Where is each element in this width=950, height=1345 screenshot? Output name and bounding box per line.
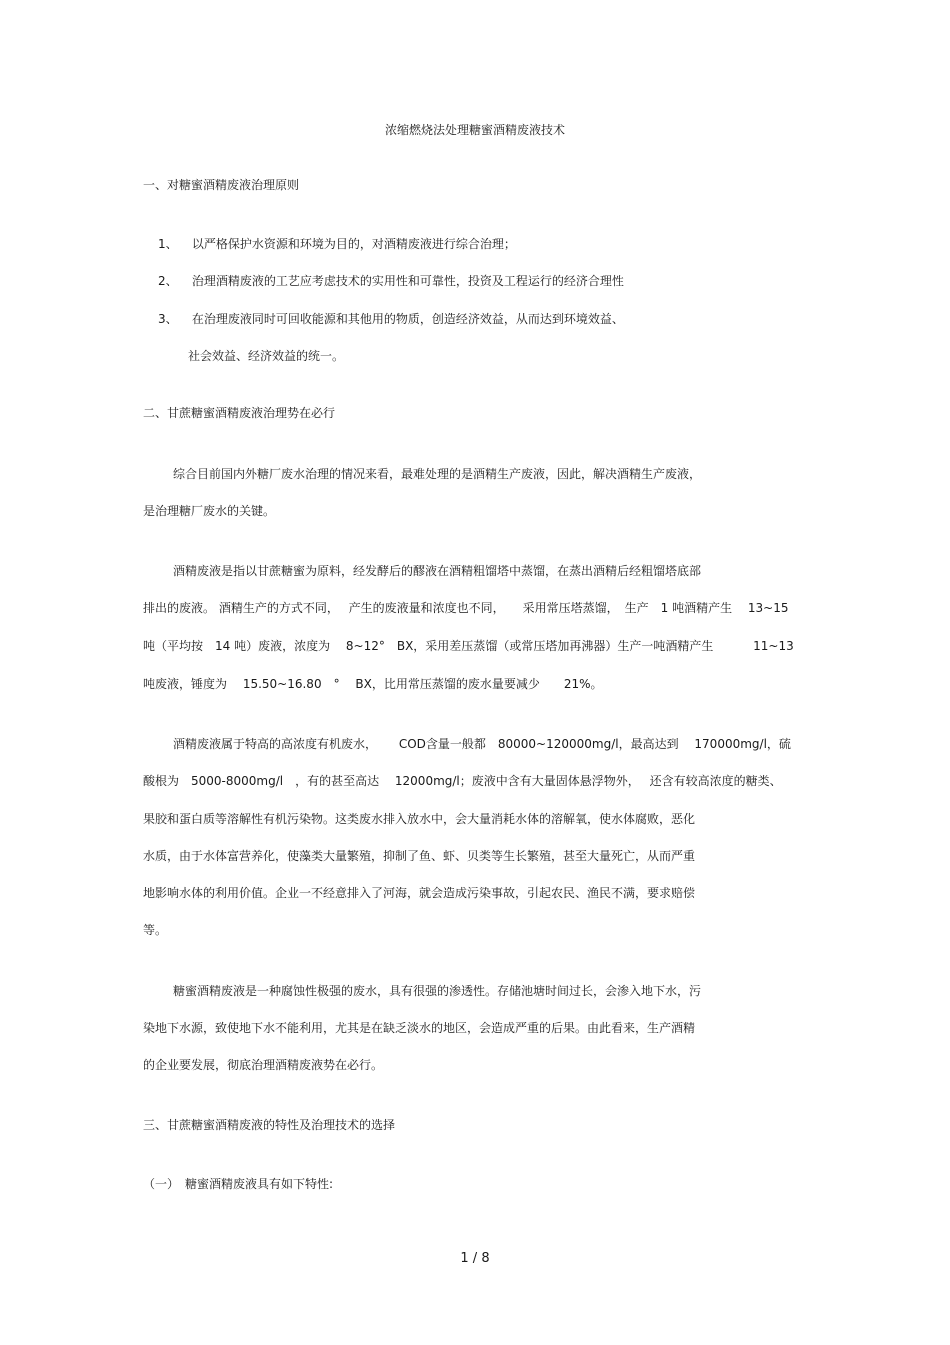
page-number: 1 / 8 (460, 1251, 490, 1266)
list-item-text: 治理酒精废液的工艺应考虑技术的实用性和可靠性，投资及工程运行的经济合理性 (191, 274, 624, 288)
paragraph-line: 酒精废液属于特高的高浓度有机废水， COD含量一般都 80000~120000mg/l，最高达到 170000mg/l，硫 (173, 737, 791, 751)
list-item (158, 236, 516, 252)
document-title: 浓缩燃烧法处理糖蜜酒精废液技术 (384, 123, 565, 137)
list-item-text: 在治理废液同时可回收能源和其他用的物质，创造经济效益，从而达到环境效益、 (191, 312, 624, 326)
section-2-heading: 二、甘蔗糖蜜酒精废液治理势在必行 (143, 406, 336, 420)
paragraph-line: 排出的废液。 酒精生产的方式不同， 产生的废液量和浓度也不同， 采用常压塔蒸馏， 生产 1 吨酒精产生 13~15 (143, 601, 789, 615)
paragraph-line: 是治理糖厂废水的关键。 (143, 504, 276, 518)
paragraph-line: 糖蜜酒精废液是一种腐蚀性极强的废水，具有很强的渗透性。存储池塘时间过长，会渗入地下水，污 (173, 984, 702, 998)
paragraph-line: 综合目前国内外糖厂废水治理的情况来看，最难处理的是酒精生产废液，因此，解决酒精生产废液， (173, 467, 702, 481)
paragraph-line: 的企业要发展，彻底治理酒精废液势在必行。 (143, 1058, 384, 1072)
paragraph-line: 等。 (143, 923, 168, 937)
paragraph-line: 地影响水体的利用价值。企业一不经意排入了河海，就会造成污染事故，引起农民、渔民不满，要求赔偿 (143, 886, 696, 900)
list-item (158, 311, 624, 327)
paragraph-line: 吨（平均按 14 吨）废液，浓度为 8~12° BX，采用差压蒸馏（或常压塔加再沸器）生产一吨酒精产生 11~13 (143, 639, 794, 653)
paragraph-line: 染地下水源，致使地下水不能利用，尤其是在缺乏淡水的地区，会造成严重的后果。由此看来，生产酒精 (143, 1021, 696, 1035)
list-item-number: 3、 (158, 312, 178, 326)
paragraph-line: 果胶和蛋白质等溶解性有机污染物。这类废水排入放水中，会大量消耗水体的溶解氧，使水体腐败，恶化 (143, 812, 696, 826)
list-item-continuation: 社会效益、经济效益的统一。 (188, 349, 345, 363)
section-1-heading: 一、对糖蜜酒精废液治理原则 (143, 178, 300, 192)
list-item (158, 273, 624, 289)
section-3-heading: 三、甘蔗糖蜜酒精废液的特性及治理技术的选择 (143, 1118, 396, 1132)
paragraph-line: 酒精废液是指以甘蔗糖蜜为原料，经发酵后的醪液在酒精粗馏塔中蒸馏，在蒸出酒精后经粗馏塔底部 (173, 564, 702, 578)
list-item-number: 2、 (158, 274, 178, 288)
list-item-text: 以严格保护水资源和环境为目的，对酒精废液进行综合治理； (191, 237, 516, 251)
paragraph-line: 酸根为 5000-8000mg/l ，有的甚至高达 12000mg/l；废液中含有大量固体悬浮物外， 还含有较高浓度的糖类、 (143, 774, 782, 788)
list-item-number: 1、 (158, 237, 178, 251)
paragraph-line: 水质，由于水体富营养化，使藻类大量繁殖，抑制了鱼、虾、贝类等生长繁殖，甚至大量死亡，从而严重 (143, 849, 696, 863)
subsection-heading: （一） 糖蜜酒精废液具有如下特性: (143, 1177, 334, 1191)
paragraph-line: 吨废液，锤度为 15.50~16.80 ° BX，比用常压蒸馏的废水量要减少 21%。 (143, 677, 603, 691)
